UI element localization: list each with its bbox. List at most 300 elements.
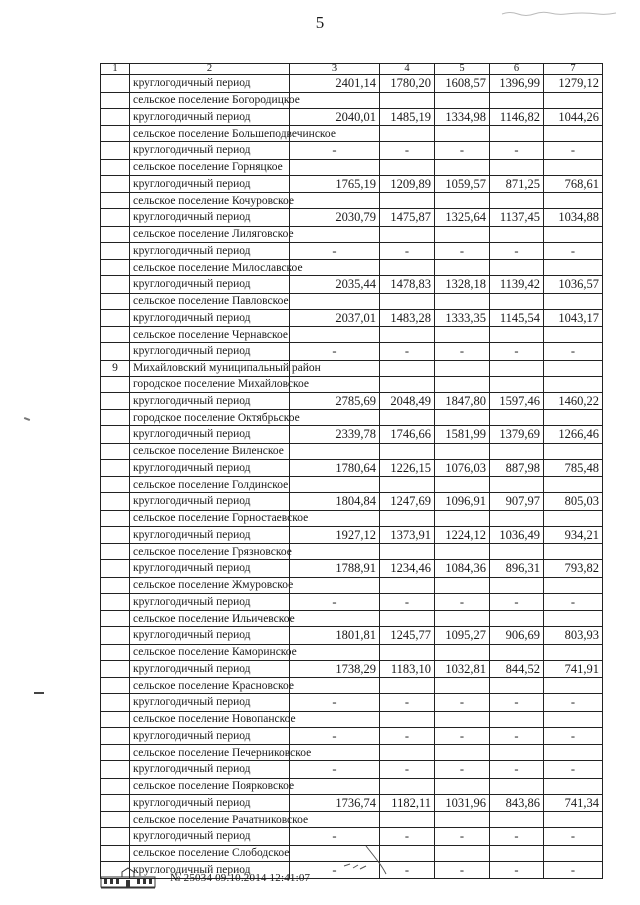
empty-cell [544, 477, 603, 493]
empty-cell [490, 260, 544, 276]
table-row-settlement [101, 644, 603, 660]
tariff-value-cell: - [490, 727, 544, 745]
tariff-value-cell: 1736,74 [290, 794, 380, 812]
tariff-value-cell: - [544, 828, 603, 846]
empty-cell [290, 193, 380, 209]
settlement-name: сельское поселение Грязновское [130, 544, 290, 560]
empty-cell [290, 293, 380, 309]
tariff-value-cell: - [544, 727, 603, 745]
column-number: 3 [290, 64, 380, 75]
period-label: круглогодичный период [130, 627, 290, 645]
empty-cell [435, 611, 490, 627]
settlement-name: сельское поселение Поярковское [130, 778, 290, 794]
empty-cell [380, 327, 435, 343]
table-row-values [101, 660, 603, 678]
tariff-value-cell: 1328,18 [435, 276, 490, 294]
tariff-value-cell: - [290, 593, 380, 611]
tariff-value-cell: - [435, 343, 490, 361]
empty-cell [290, 410, 380, 426]
row-number-cell [101, 392, 130, 410]
table-row-settlement [101, 126, 603, 142]
period-label: круглогодичный период [130, 309, 290, 327]
tariff-value-cell: 1597,46 [490, 392, 544, 410]
tariff-value-cell: 1334,98 [435, 108, 490, 126]
row-number-cell [101, 694, 130, 712]
empty-cell [380, 260, 435, 276]
empty-cell [290, 577, 380, 593]
tariff-value-cell: 871,25 [490, 175, 544, 193]
empty-cell [544, 745, 603, 761]
period-label: круглогодичный период [130, 343, 290, 361]
empty-cell [435, 778, 490, 794]
empty-cell [435, 544, 490, 560]
table-row-values [101, 242, 603, 260]
tariff-value-cell: - [380, 242, 435, 260]
tariff-value-cell: 805,03 [544, 493, 603, 511]
empty-cell [435, 92, 490, 108]
row-number-cell [101, 443, 130, 459]
row-number-cell [101, 644, 130, 660]
tariff-value-cell: 934,21 [544, 526, 603, 544]
tariff-value-cell: 1266,46 [544, 426, 603, 444]
table-row-settlement [101, 577, 603, 593]
tariff-value-cell: 1031,96 [435, 794, 490, 812]
table-row-settlement [101, 611, 603, 627]
table-row-values [101, 392, 603, 410]
settlement-name: сельское поселение Чернавское [130, 327, 290, 343]
row-number-cell [101, 560, 130, 578]
row-number-cell [101, 92, 130, 108]
tariff-value-cell: - [435, 761, 490, 779]
row-number-cell [101, 343, 130, 361]
tariff-value-cell: 1780,20 [380, 75, 435, 93]
settlement-name: сельское поселение Горностаевское [130, 510, 290, 526]
tariff-value-cell: - [544, 861, 603, 879]
settlement-name: городское поселение Октябрьское [130, 410, 290, 426]
empty-cell [435, 159, 490, 175]
row-number-cell [101, 627, 130, 645]
period-label: круглогодичный период [130, 526, 290, 544]
table-row-settlement [101, 193, 603, 209]
table-row-values [101, 75, 603, 93]
table-row-settlement [101, 327, 603, 343]
empty-cell [544, 711, 603, 727]
tariff-value-cell: - [490, 828, 544, 846]
empty-cell [435, 678, 490, 694]
empty-cell [544, 577, 603, 593]
settlement-name: сельское поселение Большеподвечинское [130, 126, 290, 142]
empty-cell [290, 477, 380, 493]
table-row-settlement [101, 293, 603, 309]
tariff-value-cell: - [380, 694, 435, 712]
empty-cell [490, 745, 544, 761]
empty-cell [490, 711, 544, 727]
tariff-value-cell: - [490, 242, 544, 260]
empty-cell [544, 126, 603, 142]
tariff-value-cell: - [290, 861, 380, 879]
tariff-value-cell: 1478,83 [380, 276, 435, 294]
empty-cell [490, 193, 544, 209]
empty-cell [490, 126, 544, 142]
empty-cell [435, 327, 490, 343]
column-number: 4 [380, 64, 435, 75]
tariff-value-cell: 1076,03 [435, 459, 490, 477]
tariff-value-cell: 887,98 [490, 459, 544, 477]
period-label: круглогодичный период [130, 426, 290, 444]
empty-cell [544, 443, 603, 459]
tariff-value-cell: - [544, 761, 603, 779]
row-number-cell [101, 376, 130, 392]
empty-cell [544, 226, 603, 242]
table-row-values [101, 142, 603, 160]
empty-cell [490, 644, 544, 660]
period-label: круглогодичный период [130, 75, 290, 93]
empty-cell [380, 193, 435, 209]
top-scribble-mark [500, 8, 620, 18]
tariff-value-cell: 803,93 [544, 627, 603, 645]
table-row-values [101, 175, 603, 193]
period-label: круглогодичный период [130, 794, 290, 812]
empty-cell [544, 845, 603, 861]
empty-cell [435, 745, 490, 761]
empty-cell [490, 845, 544, 861]
row-number-cell [101, 745, 130, 761]
tariff-value-cell: 1096,91 [435, 493, 490, 511]
empty-cell [290, 226, 380, 242]
margin-mark [34, 692, 44, 694]
tariff-value-cell: 1032,81 [435, 660, 490, 678]
tariff-value-cell: 2048,49 [380, 392, 435, 410]
column-number: 5 [435, 64, 490, 75]
settlement-name: сельское поселение Горняцкое [130, 159, 290, 175]
empty-cell [380, 544, 435, 560]
tariff-value-cell: - [380, 828, 435, 846]
empty-cell [380, 226, 435, 242]
tariff-value-cell: 1788,91 [290, 560, 380, 578]
tariff-value-cell: 1234,46 [380, 560, 435, 578]
tariff-value-cell: 1034,88 [544, 209, 603, 227]
tariff-value-cell: 844,52 [490, 660, 544, 678]
tariff-table [100, 63, 603, 879]
tariff-value-cell: - [544, 593, 603, 611]
settlement-name: сельское поселение Виленское [130, 443, 290, 459]
tariff-value-cell: 1139,42 [490, 276, 544, 294]
empty-cell [435, 376, 490, 392]
tariff-value-cell: - [435, 142, 490, 160]
tariff-value-cell: 1780,64 [290, 459, 380, 477]
tariff-value-cell: 2785,69 [290, 392, 380, 410]
empty-cell [435, 711, 490, 727]
period-label: круглогодичный период [130, 560, 290, 578]
empty-cell [490, 611, 544, 627]
settlement-name: сельское поселение Печерниковское [130, 745, 290, 761]
tariff-value-cell: 1145,54 [490, 309, 544, 327]
table-row-settlement [101, 159, 603, 175]
row-number-cell [101, 727, 130, 745]
row-number-cell [101, 711, 130, 727]
empty-cell [290, 260, 380, 276]
empty-cell [380, 443, 435, 459]
tariff-value-cell: - [544, 242, 603, 260]
tariff-value-cell: - [380, 861, 435, 879]
empty-cell [380, 510, 435, 526]
empty-cell [544, 812, 603, 828]
period-label: круглогодичный период [130, 828, 290, 846]
tariff-value-cell: - [380, 593, 435, 611]
table-row-settlement [101, 711, 603, 727]
table-row-values [101, 459, 603, 477]
row-number-cell [101, 209, 130, 227]
empty-cell [490, 678, 544, 694]
tariff-value-cell: - [290, 761, 380, 779]
settlement-name: городское поселение Михайловское [130, 376, 290, 392]
table-row-settlement [101, 544, 603, 560]
period-label: круглогодичный период [130, 861, 290, 879]
settlement-name: сельское поселение Богородицкое [130, 92, 290, 108]
tariff-value-cell: 1765,19 [290, 175, 380, 193]
tariff-value-cell: 2401,14 [290, 75, 380, 93]
settlement-name: сельское поселение Лиляговское [130, 226, 290, 242]
empty-cell [380, 812, 435, 828]
empty-cell [544, 410, 603, 426]
empty-cell [490, 577, 544, 593]
table-row-values [101, 276, 603, 294]
empty-cell [490, 544, 544, 560]
empty-cell [544, 611, 603, 627]
period-label: круглогодичный период [130, 660, 290, 678]
row-number-cell [101, 477, 130, 493]
empty-cell [544, 92, 603, 108]
empty-cell [380, 577, 435, 593]
empty-cell [380, 611, 435, 627]
table-row-settlement [101, 376, 603, 392]
tariff-value-cell: 896,31 [490, 560, 544, 578]
period-label: круглогодичный период [130, 459, 290, 477]
row-number-cell [101, 459, 130, 477]
empty-cell [490, 327, 544, 343]
tariff-value-cell: 1036,49 [490, 526, 544, 544]
row-number-cell [101, 778, 130, 794]
empty-cell [435, 845, 490, 861]
tariff-value-cell: 1084,36 [435, 560, 490, 578]
empty-cell [490, 510, 544, 526]
row-number-cell [101, 845, 130, 861]
row-number-cell [101, 309, 130, 327]
tariff-value-cell: - [435, 694, 490, 712]
settlement-name: сельское поселение Каморинское [130, 644, 290, 660]
tariff-value-cell: - [380, 142, 435, 160]
row-number-cell [101, 142, 130, 160]
document-footer [100, 866, 310, 890]
tariff-value-cell: 793,82 [544, 560, 603, 578]
tariff-value-cell: 907,97 [490, 493, 544, 511]
empty-cell [435, 577, 490, 593]
tariff-value-cell: 1182,11 [380, 794, 435, 812]
empty-cell [290, 544, 380, 560]
tariff-value-cell: 1804,84 [290, 493, 380, 511]
settlement-name: сельское поселение Голдинское [130, 477, 290, 493]
row-number-cell [101, 159, 130, 175]
empty-cell [490, 812, 544, 828]
period-label: круглогодичный период [130, 727, 290, 745]
tariff-value-cell: - [435, 242, 490, 260]
period-label: круглогодичный период [130, 108, 290, 126]
tariff-value-cell: - [290, 727, 380, 745]
table-header-row [101, 64, 603, 75]
tariff-value-cell: 1485,19 [380, 108, 435, 126]
empty-cell [435, 510, 490, 526]
empty-cell [290, 159, 380, 175]
row-number-cell: 9 [101, 360, 130, 376]
empty-cell [435, 293, 490, 309]
row-number-cell [101, 611, 130, 627]
empty-cell [544, 510, 603, 526]
tariff-value-cell: - [544, 343, 603, 361]
period-label: круглогодичный период [130, 175, 290, 193]
tariff-value-cell: - [490, 142, 544, 160]
tariff-value-cell: 906,69 [490, 627, 544, 645]
tariff-value-cell: - [380, 727, 435, 745]
tariff-value-cell: 1146,82 [490, 108, 544, 126]
tariff-value-cell: 1847,80 [435, 392, 490, 410]
row-number-cell [101, 175, 130, 193]
tariff-value-cell: - [544, 142, 603, 160]
row-number-cell [101, 410, 130, 426]
empty-cell [544, 193, 603, 209]
row-number-cell [101, 577, 130, 593]
table-row-settlement [101, 745, 603, 761]
table-row-settlement [101, 812, 603, 828]
margin-mark [24, 417, 30, 421]
empty-cell [544, 778, 603, 794]
tariff-value-cell: - [380, 343, 435, 361]
table-row-settlement [101, 678, 603, 694]
row-number-cell [101, 226, 130, 242]
tariff-value-cell: - [290, 343, 380, 361]
empty-cell [544, 159, 603, 175]
table-row-values [101, 526, 603, 544]
row-number-cell [101, 327, 130, 343]
empty-cell [490, 159, 544, 175]
empty-cell [435, 193, 490, 209]
tariff-value-cell: 2339,78 [290, 426, 380, 444]
tariff-value-cell: 1043,17 [544, 309, 603, 327]
tariff-value-cell: 1333,35 [435, 309, 490, 327]
column-number: 1 [101, 64, 130, 75]
tariff-value-cell: 1475,87 [380, 209, 435, 227]
tariff-value-cell: 1746,66 [380, 426, 435, 444]
building-logo-icon [100, 867, 156, 889]
row-number-cell [101, 493, 130, 511]
handwritten-signature [340, 842, 390, 878]
tariff-value-cell: 843,86 [490, 794, 544, 812]
empty-cell [490, 376, 544, 392]
empty-cell [380, 711, 435, 727]
empty-cell [435, 812, 490, 828]
tariff-value-cell: 1279,12 [544, 75, 603, 93]
empty-cell [380, 92, 435, 108]
empty-cell [490, 360, 544, 376]
row-number-cell [101, 794, 130, 812]
row-number-cell [101, 276, 130, 294]
table-row-values [101, 694, 603, 712]
empty-cell [544, 644, 603, 660]
tariff-value-cell: - [490, 861, 544, 879]
tariff-value-cell: 1373,91 [380, 526, 435, 544]
table-row-values [101, 309, 603, 327]
empty-cell [290, 327, 380, 343]
tariff-value-cell: 1247,69 [380, 493, 435, 511]
empty-cell [290, 644, 380, 660]
tariff-value-cell: 1801,81 [290, 627, 380, 645]
table-row-values [101, 209, 603, 227]
settlement-name: сельское поселение Милославское [130, 260, 290, 276]
column-number: 7 [544, 64, 603, 75]
tariff-value-cell: 2030,79 [290, 209, 380, 227]
row-number-cell [101, 426, 130, 444]
empty-cell [544, 260, 603, 276]
empty-cell [490, 443, 544, 459]
tariff-value-cell: 1044,26 [544, 108, 603, 126]
row-number-cell [101, 828, 130, 846]
table-row-values [101, 593, 603, 611]
tariff-value-cell: 1927,12 [290, 526, 380, 544]
row-number-cell [101, 678, 130, 694]
settlement-name: сельское поселение Красновское [130, 678, 290, 694]
period-label: круглогодичный период [130, 142, 290, 160]
tariff-value-cell: 741,91 [544, 660, 603, 678]
empty-cell [290, 611, 380, 627]
table-row-values [101, 560, 603, 578]
table-row-values [101, 108, 603, 126]
table-row-settlement [101, 778, 603, 794]
empty-cell [290, 443, 380, 459]
table-row-settlement [101, 260, 603, 276]
tariff-value-cell: - [490, 343, 544, 361]
empty-cell [380, 159, 435, 175]
period-label: круглогодичный период [130, 493, 290, 511]
period-label: круглогодичный период [130, 593, 290, 611]
empty-cell [435, 443, 490, 459]
tariff-value-cell: - [290, 828, 380, 846]
tariff-value-cell: 1245,77 [380, 627, 435, 645]
empty-cell [290, 711, 380, 727]
tariff-value-cell: - [290, 694, 380, 712]
tariff-value-cell: 1608,57 [435, 75, 490, 93]
row-number-cell [101, 510, 130, 526]
tariff-value-cell: 1396,99 [490, 75, 544, 93]
row-number-cell [101, 242, 130, 260]
period-label: круглогодичный период [130, 392, 290, 410]
empty-cell [380, 778, 435, 794]
settlement-name: сельское поселение Павловское [130, 293, 290, 309]
empty-cell [490, 92, 544, 108]
empty-cell [290, 778, 380, 794]
tariff-value-cell: 1183,10 [380, 660, 435, 678]
tariff-value-cell: - [435, 861, 490, 879]
settlement-name: сельское поселение Кочуровское [130, 193, 290, 209]
tariff-value-cell: 1483,28 [380, 309, 435, 327]
empty-cell [544, 327, 603, 343]
tariff-value-cell: - [380, 761, 435, 779]
settlement-name: сельское поселение Новопанское [130, 711, 290, 727]
table-row-settlement [101, 477, 603, 493]
row-number-cell [101, 526, 130, 544]
empty-cell [435, 226, 490, 242]
empty-cell [490, 226, 544, 242]
row-number-cell [101, 761, 130, 779]
row-number-cell [101, 593, 130, 611]
